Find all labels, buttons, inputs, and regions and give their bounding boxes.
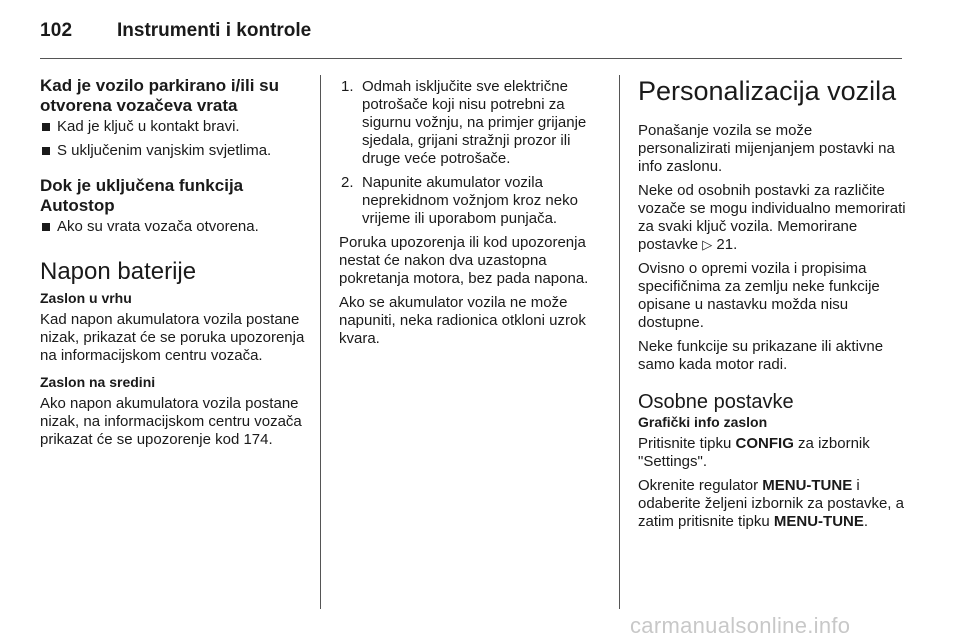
paragraph-text: za izbornik "Settings". [638,435,870,470]
watermark: carmanualsonline.info [630,613,851,638]
subheading-top-display: Zaslon u vrhu [40,290,132,306]
paragraph-text: Neke od osobnih postavki za različite vozače se mogu individualno memorirati za svaki ključ vozila. Memorirane postavke [638,182,906,253]
paragraph: Neke funkcije su prikazane ili aktivne samo kada motor radi. [638,338,884,373]
paragraph-text: Pritisnite tipku [638,435,736,452]
bullet-item: S uključenim vanjskim svjetlima. [40,142,310,160]
menu-tune-label: MENU-TUNE [773,513,864,530]
page-ref-link[interactable]: 21. [716,236,738,253]
config-key-label: CONFIG [735,435,794,452]
heading-parked: Kad je vozilo parkirano i/ili su otvorena vozačeva vrata [40,76,280,115]
paragraph-text: . [863,513,869,530]
paragraph [638,435,908,471]
bullet-item: Ako su vrata vozača otvorena. [40,218,310,236]
list-item [339,174,609,228]
paragraph: Ovisno o opremi vozila i propisima specifičnima za zemlju neke funkcije opisane u nastavku možda nisu dostupne. [638,260,880,331]
subheading-mid-display: Zaslon na sredini [40,374,156,390]
paragraph-text: i odaberite željeni izbornik za postavke, a zatim pritisnite tipku [638,477,904,530]
paragraph [638,182,908,254]
heading-autostop: Dok je uključena funkcija Autostop [40,176,244,215]
section-title-personal-settings: Osobne postavke [638,391,794,413]
list-item-text: Odmah isključite sve električne potrošače koji nisu potrebni za sigurnu vožnju, na primjer grijanje sjedala, grijani stražnji prozor ili druge veće potrošače. [362,78,587,167]
column-divider-2 [619,75,620,609]
page-number: 102 [40,20,73,41]
menu-tune-label: MENU-TUNE [762,477,853,494]
paragraph: Ako se akumulator vozila ne može napuniti, neka radionica otkloni uzrok kvara. [339,294,586,347]
column-middle [339,76,609,348]
paragraph: Poruka upozorenja ili kod upozorenja nestat će nakon dva uzastopna pokretanja motora, bez pada napona. [339,234,589,287]
page-header-title: Instrumenti i kontrole [117,20,312,41]
column-divider-1 [320,75,321,609]
list-marker: 1. [341,78,354,95]
list-item-text: Napunite akumulator vozila neprekidnom vožnjom kroz neko vrijeme ili uporabom punjača. [362,174,578,227]
bullet-item: Kad je ključ u kontakt bravi. [40,118,310,136]
column-left [40,76,310,449]
paragraph: Ponašanje vozila se može personalizirati mijenjanjem postavki na info zaslonu. [638,122,895,175]
page-ref-arrow-icon: ▷ [702,237,713,252]
section-title-battery: Napon baterije [40,258,197,285]
list-marker: 2. [341,174,354,191]
paragraph: Kad napon akumulatora vozila postane nizak, prikazat će se poruka upozorenja na informacijskom centru vozača. [40,311,305,364]
paragraph: Ako napon akumulatora vozila postane nizak, na informacijskom centru vozača prikazat će se upozorenje kod 174. [40,395,302,448]
list-item [339,78,609,168]
paragraph-text: Okrenite regulator [638,477,763,494]
column-right [638,76,908,531]
header-rule [40,58,902,59]
section-title-personalization: Personalizacija vozila [638,76,897,106]
paragraph [638,477,908,531]
subheading-graphic-info: Grafički info zaslon [638,414,768,430]
